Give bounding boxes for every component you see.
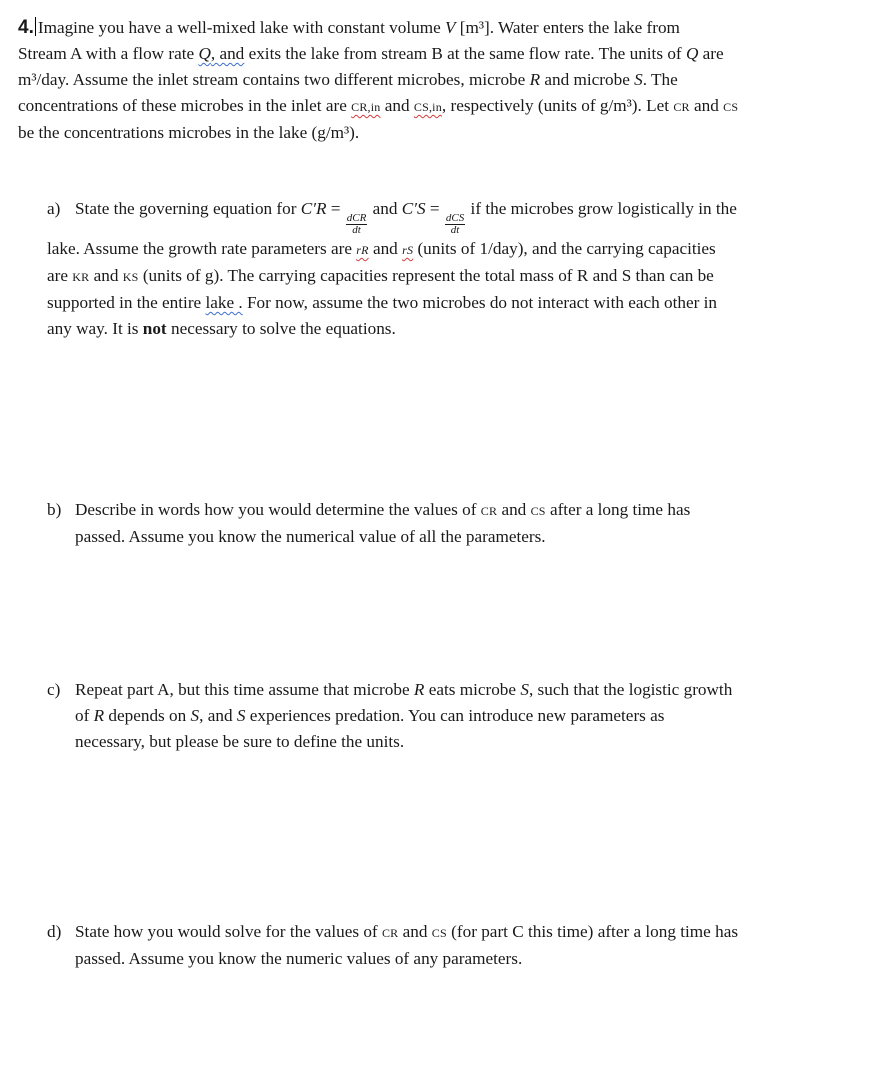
part-d: d) State how you would solve for the values of CR and CS (for part C this time) after a long time has passed. Assume you know the numeric values of any parameters. [47, 919, 837, 972]
part-a: a) State the governing equation for C′R = $\frac{\text{dCR}}{dt}$ and C′S = $\frac{\text{dCS}}{dt}$ if the microbes grow logistically in the lake. Assume the growth rate parameters are rR and rS (units of 1/day), and the carrying capacities are KR and KS (units of g). The carrying capacities represent the total mass of R and S than can be supported in the entire lake . For now, assume the two microbes do not interact with each other in any way. It is not necessary to solve the equations. [47, 196, 827, 342]
part-b: b) Describe in words how you would determine the values of CR and CS after a long time has passed. Assume you know the numerical value of all the parameters. [47, 497, 837, 550]
part-a-label: a) [47, 199, 61, 218]
part-c-label: c) [47, 680, 61, 699]
part-c: c) Repeat part A, but this time assume that microbe R eats microbe S, such that the logistic growth of R depends on S, and S experiences predation. You can introduce new parameters as necessary, but please be sure to define the units. [47, 677, 837, 755]
fraction-dcs-dt: $\frac{\text{dCS}}{dt}$ [445, 212, 465, 236]
part-d-label: d) [47, 922, 62, 941]
text-cursor [35, 17, 36, 36]
fraction-dcr-dt: $\frac{\text{dCR}}{dt}$ [346, 212, 367, 236]
question-4-intro: 4. Imagine you have a well-mixed lake with constant volume V [m³]. Water enters the lake from Stream A with a flow rate Q, and exits the lake from stream B at the same flow rate. The units of Q are m³/day. Assume the inlet stream contains two different microbes, microbe R and microbe S. The concentrations of these microbes in the inlet are CR,in and CS,in, respectively (units of g/m³). Let CR and CS be the concentrations microbes in the lake (g/m³). [18, 17, 739, 142]
question-number: 4. [18, 17, 34, 38]
part-b-label: b) [47, 500, 62, 519]
